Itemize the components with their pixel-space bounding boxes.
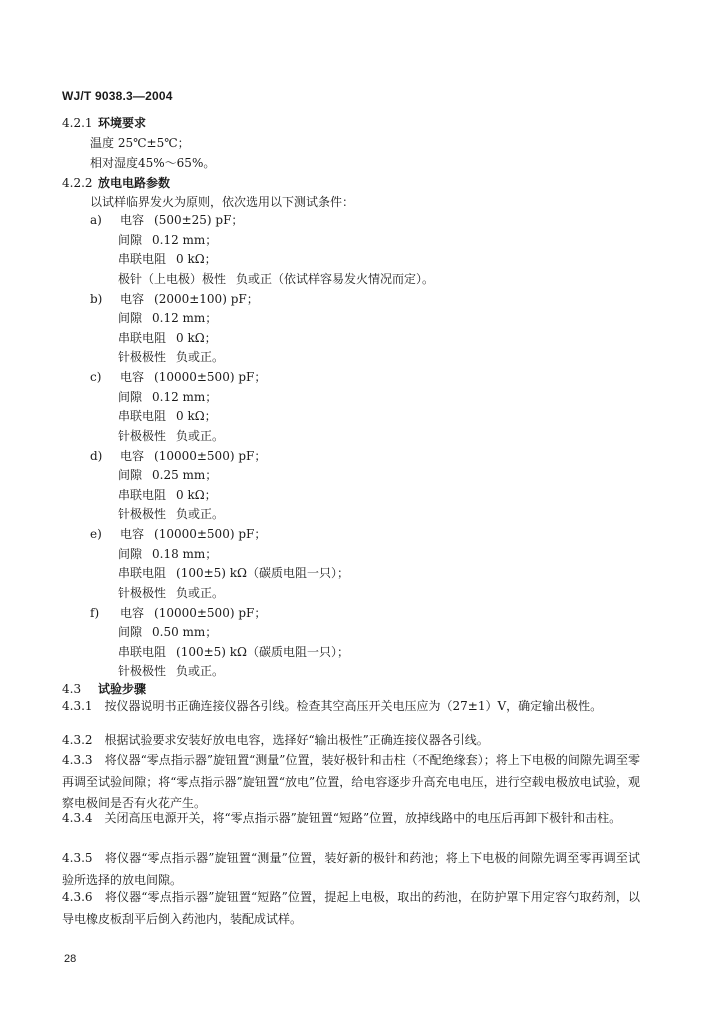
standard-code: WJ/T 9038.3—2004 <box>62 89 173 103</box>
item-label: c) <box>90 370 102 384</box>
condition-line <box>118 388 217 405</box>
condition-item <box>90 211 243 228</box>
section-title: 环境要求 <box>98 116 147 130</box>
parameter-value: (10000±500) pF； <box>154 370 267 384</box>
procedure-4-3-6: 4.3.6 将仪器“零点指示器”旋钮置“短路”位置，提起上电极，取出的药池，在防护罩下用定容勺取药剂，以导电橡皮板刮平后倒入药池内，装配成试样。 <box>62 890 640 926</box>
parameter-name: 间隙 <box>118 546 143 561</box>
page-number: 28 <box>64 953 77 965</box>
parameter-name: 针极极性 <box>118 507 167 522</box>
parameter-name: 针极极性 <box>118 350 167 365</box>
procedure-4-3-3: 4.3.3 将仪器“零点指示器”旋钮置“测量”位置，装好极针和击柱（不配绝缘套）；将上下电极的间隙先调至零再调至试验间隙；将“零点指示器”旋钮置“放电”位置，给电容逐步升高充电电压，进行空载电极放电试验，观察电极间是否有火花产生。 <box>62 753 640 810</box>
parameter-value: (10000±500) pF； <box>154 527 267 541</box>
condition-line <box>118 545 217 562</box>
condition-line <box>118 564 349 581</box>
condition-line <box>118 348 224 365</box>
condition-line <box>118 270 434 287</box>
parameter-name: 电容 <box>120 448 145 463</box>
parameter-value: 0.25 mm； <box>152 468 218 483</box>
section-number: 4.2.1 <box>62 116 93 130</box>
condition-item <box>90 447 266 464</box>
parameter-name: 串联电阻 <box>118 409 167 424</box>
parameter-value: 0.12 mm； <box>152 232 218 247</box>
condition-line <box>118 623 217 640</box>
parameter-value: 0.12 mm； <box>152 389 218 404</box>
condition-line <box>118 427 224 444</box>
parameter-value: 0 kΩ； <box>176 487 217 502</box>
parameter-value: 负或正。 <box>176 350 225 365</box>
parameter-name: 间隙 <box>118 625 143 640</box>
condition-line <box>118 466 217 483</box>
parameter-name: 串联电阻 <box>118 487 167 502</box>
section-title: 放电电路参数 <box>98 176 171 190</box>
parameter-value: 0 kΩ； <box>176 409 217 424</box>
parameter-name: 串联电阻 <box>118 644 167 659</box>
procedure-4-3-5: 4.3.5 将仪器“零点指示器”旋钮置“测量”位置，装好新的极针和药池；将上下电极的间隙先调至零再调至试验所选择的放电间隙。 <box>62 851 640 887</box>
env-temperature: 温度 25℃±5℃； <box>90 136 190 150</box>
parameter-value: (2000±100) pF； <box>154 291 259 306</box>
parameter-value: 负或正。 <box>176 428 225 443</box>
parameter-name: 间隙 <box>118 389 143 404</box>
item-label: d) <box>90 448 103 463</box>
parameter-name: 间隙 <box>118 232 143 247</box>
parameter-value: 0.18 mm； <box>152 546 218 561</box>
parameter-value: 0 kΩ； <box>176 330 217 345</box>
parameter-value: 负或正（依试样容易发火情况而定）。 <box>236 271 435 286</box>
parameter-name: 串联电阻 <box>118 330 167 345</box>
parameter-name: 针极极性 <box>118 585 167 600</box>
condition-item <box>90 604 266 621</box>
section-4-2-2-heading <box>62 174 170 191</box>
procedure-4-3-2: 4.3.2 根据试验要求安装好放电电容，选择好“输出极性”正确连接仪器各引线。 <box>62 733 489 747</box>
condition-item <box>90 368 266 385</box>
parameter-name: 串联电阻 <box>118 566 167 581</box>
condition-line <box>118 584 224 601</box>
condition-line <box>118 231 217 248</box>
parameter-value: (100±5) kΩ（碳质电阻一只）； <box>176 644 350 659</box>
item-label: a) <box>90 213 102 227</box>
condition-line <box>118 486 217 503</box>
item-label: e) <box>90 527 102 541</box>
condition-line <box>118 309 217 326</box>
section-number: 4.3 <box>62 682 82 696</box>
parameter-name: 电容 <box>120 527 145 541</box>
parameter-value: (100±5) kΩ（碳质电阻一只）； <box>176 566 350 581</box>
parameter-name: 串联电阻 <box>118 252 167 267</box>
parameter-name: 电容 <box>120 605 145 620</box>
parameter-value: 0 kΩ； <box>176 252 217 267</box>
parameter-value: 负或正。 <box>176 585 225 600</box>
env-humidity: 相对湿度45%～65%。 <box>90 156 216 170</box>
parameter-name: 电容 <box>120 370 145 384</box>
parameter-value: (10000±500) pF； <box>154 605 267 620</box>
section-intro: 以试样临界发火为原则，依次选用以下测试条件： <box>90 195 355 209</box>
section-4-3-heading <box>62 680 146 697</box>
parameter-value: 0.50 mm； <box>152 625 218 640</box>
condition-line <box>118 643 349 660</box>
condition-item <box>90 525 266 542</box>
condition-line <box>118 505 224 522</box>
procedure-4-3-4: 4.3.4 关闭高压电源开关，将“零点指示器”旋钮置“短路”位置，放掉线路中的电压后再卸下极针和击柱。 <box>62 811 622 825</box>
section-number: 4.2.2 <box>62 176 93 190</box>
parameter-value: (500±25) pF； <box>154 213 244 227</box>
condition-line <box>118 407 217 424</box>
parameter-name: 间隙 <box>118 468 143 483</box>
parameter-value: 负或正。 <box>176 507 225 522</box>
parameter-name: 间隙 <box>118 311 143 326</box>
parameter-name: 电容 <box>120 291 145 306</box>
condition-item <box>90 290 259 307</box>
item-label: f) <box>90 605 100 620</box>
parameter-value: 负或正。 <box>176 664 225 679</box>
parameter-value: 0.12 mm； <box>152 311 218 326</box>
parameter-value: (10000±500) pF； <box>154 448 267 463</box>
condition-line <box>118 329 217 346</box>
condition-line <box>118 662 224 679</box>
section-4-2-1-heading <box>62 114 146 131</box>
section-title: 试验步骤 <box>98 682 147 696</box>
item-label: b) <box>90 291 103 306</box>
parameter-name: 针极极性 <box>118 664 167 679</box>
procedure-4-3-1: 4.3.1 按仪器说明书正确连接仪器各引线。检查其空高压开关电压应为（27±1）V，确定输出极性。 <box>62 699 603 713</box>
parameter-name: 电容 <box>120 213 145 227</box>
parameter-name: 极针（上电极）极性 <box>118 271 227 286</box>
condition-line <box>118 250 217 267</box>
parameter-name: 针极极性 <box>118 428 167 443</box>
